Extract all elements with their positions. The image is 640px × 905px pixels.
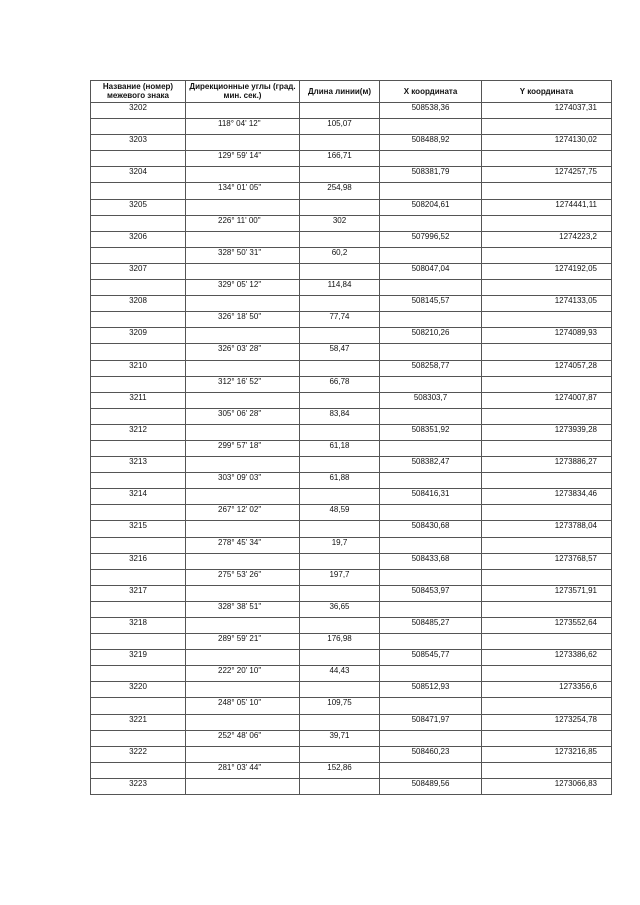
line-length-cell: 176,98 bbox=[300, 634, 380, 650]
line-length-cell: 66,78 bbox=[300, 376, 380, 392]
y-coordinate-cell: 1274089,93 bbox=[482, 328, 612, 344]
y-coordinate-cell-empty bbox=[482, 601, 612, 617]
x-coordinate-cell-empty bbox=[380, 344, 482, 360]
direction-angle-cell: 329° 05' 12" bbox=[186, 280, 300, 296]
table-row-segment bbox=[91, 440, 612, 456]
y-coordinate-cell-empty bbox=[482, 666, 612, 682]
y-coordinate-cell-empty bbox=[482, 344, 612, 360]
x-coordinate-cell-empty bbox=[380, 505, 482, 521]
length-cell-empty bbox=[300, 682, 380, 698]
point-name-cell-empty bbox=[91, 601, 186, 617]
direction-angle-cell: 328° 38' 51" bbox=[186, 601, 300, 617]
direction-angle-cell: 129° 59' 14" bbox=[186, 151, 300, 167]
x-coordinate-cell-empty bbox=[380, 280, 482, 296]
x-coordinate-cell: 508433,68 bbox=[380, 553, 482, 569]
line-length-cell: 114,84 bbox=[300, 280, 380, 296]
x-coordinate-cell: 508485,27 bbox=[380, 618, 482, 634]
table-row-segment bbox=[91, 151, 612, 167]
length-cell-empty bbox=[300, 746, 380, 762]
table-row-segment bbox=[91, 344, 612, 360]
table-row-segment bbox=[91, 280, 612, 296]
x-coordinate-cell: 508489,56 bbox=[380, 778, 482, 794]
angle-cell-empty bbox=[186, 521, 300, 537]
coordinates-sheet bbox=[90, 80, 611, 795]
point-name-cell-empty bbox=[91, 762, 186, 778]
y-coordinate-cell: 1273834,46 bbox=[482, 489, 612, 505]
direction-angle-cell: 281° 03' 44" bbox=[186, 762, 300, 778]
point-name-cell-empty bbox=[91, 698, 186, 714]
point-name-cell: 3220 bbox=[91, 682, 186, 698]
line-length-cell: 166,71 bbox=[300, 151, 380, 167]
x-coordinate-cell-empty bbox=[380, 183, 482, 199]
table-row-point bbox=[91, 424, 612, 440]
x-coordinate-cell-empty bbox=[380, 473, 482, 489]
table-row-segment bbox=[91, 698, 612, 714]
header-y-coordinate: Y координата bbox=[482, 81, 612, 103]
angle-cell-empty bbox=[186, 103, 300, 119]
table-body bbox=[91, 103, 612, 795]
point-name-cell: 3222 bbox=[91, 746, 186, 762]
y-coordinate-cell: 1273254,78 bbox=[482, 714, 612, 730]
y-coordinate-cell: 1274133,05 bbox=[482, 296, 612, 312]
y-coordinate-cell-empty bbox=[482, 569, 612, 585]
point-name-cell-empty bbox=[91, 666, 186, 682]
table-row-point bbox=[91, 135, 612, 151]
x-coordinate-cell: 507996,52 bbox=[380, 231, 482, 247]
y-coordinate-cell: 1273356,6 bbox=[482, 682, 612, 698]
x-coordinate-cell: 508047,04 bbox=[380, 263, 482, 279]
point-name-cell: 3223 bbox=[91, 778, 186, 794]
length-cell-empty bbox=[300, 328, 380, 344]
x-coordinate-cell: 508512,93 bbox=[380, 682, 482, 698]
y-coordinate-cell-empty bbox=[482, 376, 612, 392]
x-coordinate-cell: 508453,97 bbox=[380, 585, 482, 601]
y-coordinate-cell-empty bbox=[482, 119, 612, 135]
direction-angle-cell: 248° 05' 10" bbox=[186, 698, 300, 714]
direction-angle-cell: 267° 12' 02" bbox=[186, 505, 300, 521]
direction-angle-cell: 226° 11' 00" bbox=[186, 215, 300, 231]
angle-cell-empty bbox=[186, 618, 300, 634]
angle-cell-empty bbox=[186, 360, 300, 376]
point-name-cell: 3202 bbox=[91, 103, 186, 119]
direction-angle-cell: 326° 03' 28" bbox=[186, 344, 300, 360]
table-row-segment bbox=[91, 215, 612, 231]
length-cell-empty bbox=[300, 167, 380, 183]
line-length-cell: 77,74 bbox=[300, 312, 380, 328]
point-name-cell: 3205 bbox=[91, 199, 186, 215]
x-coordinate-cell-empty bbox=[380, 698, 482, 714]
x-coordinate-cell: 508416,31 bbox=[380, 489, 482, 505]
point-name-cell: 3207 bbox=[91, 263, 186, 279]
table-row-point bbox=[91, 650, 612, 666]
angle-cell-empty bbox=[186, 650, 300, 666]
point-name-cell: 3215 bbox=[91, 521, 186, 537]
angle-cell-empty bbox=[186, 199, 300, 215]
y-coordinate-cell-empty bbox=[482, 440, 612, 456]
x-coordinate-cell-empty bbox=[380, 569, 482, 585]
line-length-cell: 302 bbox=[300, 215, 380, 231]
table-row-point bbox=[91, 103, 612, 119]
line-length-cell: 105,07 bbox=[300, 119, 380, 135]
point-name-cell-empty bbox=[91, 440, 186, 456]
length-cell-empty bbox=[300, 199, 380, 215]
y-coordinate-cell: 1274223,2 bbox=[482, 231, 612, 247]
angle-cell-empty bbox=[186, 489, 300, 505]
length-cell-empty bbox=[300, 489, 380, 505]
point-name-cell-empty bbox=[91, 119, 186, 135]
direction-angle-cell: 275° 53' 26" bbox=[186, 569, 300, 585]
x-coordinate-cell-empty bbox=[380, 312, 482, 328]
direction-angle-cell: 289° 59' 21" bbox=[186, 634, 300, 650]
y-coordinate-cell: 1274057,28 bbox=[482, 360, 612, 376]
table-row-segment bbox=[91, 634, 612, 650]
direction-angle-cell: 278° 45' 34" bbox=[186, 537, 300, 553]
direction-angle-cell: 303° 09' 03" bbox=[186, 473, 300, 489]
point-name-cell: 3208 bbox=[91, 296, 186, 312]
point-name-cell-empty bbox=[91, 569, 186, 585]
point-name-cell: 3211 bbox=[91, 392, 186, 408]
angle-cell-empty bbox=[186, 553, 300, 569]
x-coordinate-cell: 508351,92 bbox=[380, 424, 482, 440]
boundary-coordinates-table bbox=[90, 80, 612, 795]
table-row-point bbox=[91, 392, 612, 408]
point-name-cell: 3214 bbox=[91, 489, 186, 505]
point-name-cell-empty bbox=[91, 151, 186, 167]
x-coordinate-cell: 508204,61 bbox=[380, 199, 482, 215]
length-cell-empty bbox=[300, 650, 380, 666]
x-coordinate-cell: 508382,47 bbox=[380, 457, 482, 473]
table-row-segment bbox=[91, 537, 612, 553]
x-coordinate-cell-empty bbox=[380, 119, 482, 135]
point-name-cell-empty bbox=[91, 215, 186, 231]
length-cell-empty bbox=[300, 778, 380, 794]
y-coordinate-cell-empty bbox=[482, 634, 612, 650]
header-point-name: Название (номер) межевого знака bbox=[91, 81, 186, 103]
y-coordinate-cell: 1273066,83 bbox=[482, 778, 612, 794]
table-row-point bbox=[91, 585, 612, 601]
point-name-cell: 3209 bbox=[91, 328, 186, 344]
line-length-cell: 152,86 bbox=[300, 762, 380, 778]
table-row-segment bbox=[91, 666, 612, 682]
x-coordinate-cell: 508471,97 bbox=[380, 714, 482, 730]
y-coordinate-cell-empty bbox=[482, 280, 612, 296]
angle-cell-empty bbox=[186, 167, 300, 183]
table-row-point bbox=[91, 457, 612, 473]
y-coordinate-cell-empty bbox=[482, 698, 612, 714]
x-coordinate-cell: 508145,57 bbox=[380, 296, 482, 312]
point-name-cell: 3204 bbox=[91, 167, 186, 183]
point-name-cell-empty bbox=[91, 247, 186, 263]
y-coordinate-cell-empty bbox=[482, 537, 612, 553]
angle-cell-empty bbox=[186, 135, 300, 151]
length-cell-empty bbox=[300, 618, 380, 634]
table-row-point bbox=[91, 521, 612, 537]
y-coordinate-cell: 1274441,11 bbox=[482, 199, 612, 215]
line-length-cell: 254,98 bbox=[300, 183, 380, 199]
table-row-point bbox=[91, 714, 612, 730]
direction-angle-cell: 252° 48' 06" bbox=[186, 730, 300, 746]
y-coordinate-cell-empty bbox=[482, 312, 612, 328]
angle-cell-empty bbox=[186, 457, 300, 473]
x-coordinate-cell: 508538,36 bbox=[380, 103, 482, 119]
length-cell-empty bbox=[300, 263, 380, 279]
line-length-cell: 58,47 bbox=[300, 344, 380, 360]
table-row-segment bbox=[91, 312, 612, 328]
table-row-segment bbox=[91, 376, 612, 392]
table-row-point bbox=[91, 167, 612, 183]
line-length-cell: 36,65 bbox=[300, 601, 380, 617]
point-name-cell-empty bbox=[91, 183, 186, 199]
x-coordinate-cell-empty bbox=[380, 376, 482, 392]
x-coordinate-cell-empty bbox=[380, 762, 482, 778]
table-row-segment bbox=[91, 473, 612, 489]
line-length-cell: 83,84 bbox=[300, 408, 380, 424]
table-row-point bbox=[91, 553, 612, 569]
direction-angle-cell: 299° 57' 18" bbox=[186, 440, 300, 456]
x-coordinate-cell: 508381,79 bbox=[380, 167, 482, 183]
angle-cell-empty bbox=[186, 424, 300, 440]
point-name-cell-empty bbox=[91, 344, 186, 360]
table-row-segment bbox=[91, 408, 612, 424]
direction-angle-cell: 118° 04' 12" bbox=[186, 119, 300, 135]
direction-angle-cell: 312° 16' 52" bbox=[186, 376, 300, 392]
length-cell-empty bbox=[300, 231, 380, 247]
line-length-cell: 60,2 bbox=[300, 247, 380, 263]
direction-angle-cell: 134° 01' 05" bbox=[186, 183, 300, 199]
y-coordinate-cell: 1274192,05 bbox=[482, 263, 612, 279]
x-coordinate-cell-empty bbox=[380, 151, 482, 167]
point-name-cell: 3206 bbox=[91, 231, 186, 247]
x-coordinate-cell-empty bbox=[380, 730, 482, 746]
line-length-cell: 19,7 bbox=[300, 537, 380, 553]
length-cell-empty bbox=[300, 103, 380, 119]
y-coordinate-cell: 1273386,62 bbox=[482, 650, 612, 666]
point-name-cell-empty bbox=[91, 537, 186, 553]
angle-cell-empty bbox=[186, 585, 300, 601]
table-row-point bbox=[91, 199, 612, 215]
direction-angle-cell: 326° 18' 50" bbox=[186, 312, 300, 328]
point-name-cell: 3212 bbox=[91, 424, 186, 440]
length-cell-empty bbox=[300, 457, 380, 473]
y-coordinate-cell: 1273886,27 bbox=[482, 457, 612, 473]
line-length-cell: 44,43 bbox=[300, 666, 380, 682]
line-length-cell: 39,71 bbox=[300, 730, 380, 746]
table-row-point bbox=[91, 682, 612, 698]
length-cell-empty bbox=[300, 360, 380, 376]
x-coordinate-cell-empty bbox=[380, 247, 482, 263]
x-coordinate-cell-empty bbox=[380, 537, 482, 553]
x-coordinate-cell-empty bbox=[380, 666, 482, 682]
table-row-point bbox=[91, 263, 612, 279]
header-x-coordinate: X координата bbox=[380, 81, 482, 103]
point-name-cell-empty bbox=[91, 280, 186, 296]
x-coordinate-cell-empty bbox=[380, 601, 482, 617]
x-coordinate-cell: 508303,7 bbox=[380, 392, 482, 408]
y-coordinate-cell-empty bbox=[482, 183, 612, 199]
table-row-segment bbox=[91, 601, 612, 617]
x-coordinate-cell: 508258,77 bbox=[380, 360, 482, 376]
angle-cell-empty bbox=[186, 296, 300, 312]
y-coordinate-cell-empty bbox=[482, 215, 612, 231]
angle-cell-empty bbox=[186, 714, 300, 730]
point-name-cell-empty bbox=[91, 376, 186, 392]
table-header-row bbox=[91, 81, 612, 103]
point-name-cell-empty bbox=[91, 730, 186, 746]
y-coordinate-cell: 1274007,87 bbox=[482, 392, 612, 408]
angle-cell-empty bbox=[186, 682, 300, 698]
angle-cell-empty bbox=[186, 231, 300, 247]
table-row-segment bbox=[91, 762, 612, 778]
x-coordinate-cell: 508210,26 bbox=[380, 328, 482, 344]
line-length-cell: 48,59 bbox=[300, 505, 380, 521]
table-row-segment bbox=[91, 730, 612, 746]
y-coordinate-cell: 1274257,75 bbox=[482, 167, 612, 183]
table-row-point bbox=[91, 296, 612, 312]
angle-cell-empty bbox=[186, 746, 300, 762]
x-coordinate-cell-empty bbox=[380, 634, 482, 650]
point-name-cell: 3219 bbox=[91, 650, 186, 666]
x-coordinate-cell-empty bbox=[380, 215, 482, 231]
table-row-segment bbox=[91, 505, 612, 521]
y-coordinate-cell-empty bbox=[482, 730, 612, 746]
header-direction-angle: Дирекционные углы (град. мин. сек.) bbox=[186, 81, 300, 103]
y-coordinate-cell-empty bbox=[482, 505, 612, 521]
x-coordinate-cell: 508430,68 bbox=[380, 521, 482, 537]
line-length-cell: 61,88 bbox=[300, 473, 380, 489]
y-coordinate-cell-empty bbox=[482, 762, 612, 778]
y-coordinate-cell-empty bbox=[482, 247, 612, 263]
table-row-segment bbox=[91, 569, 612, 585]
y-coordinate-cell: 1273216,85 bbox=[482, 746, 612, 762]
point-name-cell-empty bbox=[91, 473, 186, 489]
x-coordinate-cell-empty bbox=[380, 408, 482, 424]
y-coordinate-cell: 1273788,04 bbox=[482, 521, 612, 537]
x-coordinate-cell: 508545,77 bbox=[380, 650, 482, 666]
y-coordinate-cell: 1273939,28 bbox=[482, 424, 612, 440]
table-row-point bbox=[91, 360, 612, 376]
table-row-point bbox=[91, 746, 612, 762]
point-name-cell: 3213 bbox=[91, 457, 186, 473]
table-row-point bbox=[91, 489, 612, 505]
line-length-cell: 61,18 bbox=[300, 440, 380, 456]
length-cell-empty bbox=[300, 521, 380, 537]
point-name-cell: 3217 bbox=[91, 585, 186, 601]
point-name-cell: 3218 bbox=[91, 618, 186, 634]
length-cell-empty bbox=[300, 553, 380, 569]
y-coordinate-cell: 1273571,91 bbox=[482, 585, 612, 601]
angle-cell-empty bbox=[186, 328, 300, 344]
point-name-cell-empty bbox=[91, 634, 186, 650]
point-name-cell-empty bbox=[91, 505, 186, 521]
table-row-segment bbox=[91, 247, 612, 263]
point-name-cell-empty bbox=[91, 312, 186, 328]
table-row-point bbox=[91, 618, 612, 634]
line-length-cell: 197,7 bbox=[300, 569, 380, 585]
length-cell-empty bbox=[300, 296, 380, 312]
table-row-point bbox=[91, 328, 612, 344]
y-coordinate-cell: 1274130,02 bbox=[482, 135, 612, 151]
point-name-cell: 3210 bbox=[91, 360, 186, 376]
table-row-point bbox=[91, 778, 612, 794]
line-length-cell: 109,75 bbox=[300, 698, 380, 714]
point-name-cell: 3203 bbox=[91, 135, 186, 151]
x-coordinate-cell: 508488,92 bbox=[380, 135, 482, 151]
y-coordinate-cell: 1274037,31 bbox=[482, 103, 612, 119]
header-line-length: Длина линии(м) bbox=[300, 81, 380, 103]
y-coordinate-cell-empty bbox=[482, 473, 612, 489]
length-cell-empty bbox=[300, 392, 380, 408]
angle-cell-empty bbox=[186, 392, 300, 408]
point-name-cell-empty bbox=[91, 408, 186, 424]
direction-angle-cell: 305° 06' 28" bbox=[186, 408, 300, 424]
length-cell-empty bbox=[300, 135, 380, 151]
x-coordinate-cell-empty bbox=[380, 440, 482, 456]
length-cell-empty bbox=[300, 585, 380, 601]
length-cell-empty bbox=[300, 424, 380, 440]
point-name-cell: 3221 bbox=[91, 714, 186, 730]
table-row-segment bbox=[91, 183, 612, 199]
direction-angle-cell: 328° 50' 31" bbox=[186, 247, 300, 263]
y-coordinate-cell: 1273768,57 bbox=[482, 553, 612, 569]
point-name-cell: 3216 bbox=[91, 553, 186, 569]
y-coordinate-cell-empty bbox=[482, 408, 612, 424]
y-coordinate-cell-empty bbox=[482, 151, 612, 167]
x-coordinate-cell: 508460,23 bbox=[380, 746, 482, 762]
table-row-point bbox=[91, 231, 612, 247]
direction-angle-cell: 222° 20' 10" bbox=[186, 666, 300, 682]
angle-cell-empty bbox=[186, 263, 300, 279]
y-coordinate-cell: 1273552,64 bbox=[482, 618, 612, 634]
length-cell-empty bbox=[300, 714, 380, 730]
table-row-segment bbox=[91, 119, 612, 135]
angle-cell-empty bbox=[186, 778, 300, 794]
